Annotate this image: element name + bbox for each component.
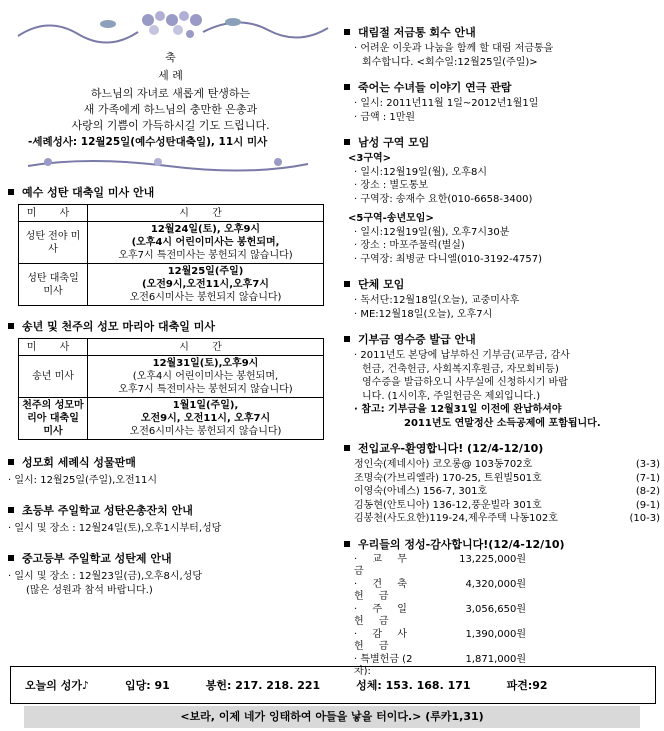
table-header [19, 339, 324, 356]
table-row [19, 398, 324, 440]
time-line: (오전9시,오전11시,오후7시 [142, 279, 269, 290]
info-line: · 구역장: 최병균 다니엘(010-3192-4757) [354, 253, 543, 265]
piggybank-title: 대림절 저금통 회수 안내 [358, 26, 476, 39]
offering-label: · 교 무 금 [354, 553, 413, 577]
hymn-dismissal: 파견:92 [506, 679, 548, 692]
bullet-icon [344, 84, 350, 90]
info-line: · 금액 : 1만원 [354, 111, 416, 123]
floral-border-bottom-icon [8, 154, 333, 176]
info-line: 2011년도 연말정산 소득공제에 포함됩니다. [404, 417, 601, 429]
time-line: 12월25일(주일) [167, 266, 244, 277]
bullet-icon [8, 459, 14, 465]
time-line: 오후7시 특전미사는 봉헌되지 않습니다) [118, 384, 293, 395]
info-line: · ME:12월18일(오늘), 오후7시 [354, 308, 493, 320]
greet-line2: 세 례 [158, 69, 183, 82]
floral-border-icon [8, 6, 333, 56]
elementary-title: 초등부 주일학교 성탄은총잔치 안내 [22, 504, 193, 517]
info-line: · 구역장: 송재수 요한(010-6658-3400) [354, 193, 533, 205]
section-title [8, 184, 333, 200]
col-time: 시 간 [88, 205, 324, 222]
info-line: 헌금, 건축헌금, 사회복지후원금, 자모회비등) [362, 363, 559, 375]
info-line: 니다. (1시이후, 주일헌금은 제외입니다.) [362, 390, 541, 402]
info-line: 회수합니다. <회수일:12월25일(주일)> [362, 56, 538, 68]
offering-amount: 1,871,000원 [465, 653, 526, 665]
member-group: (9-1) [635, 499, 660, 511]
section-title [344, 276, 660, 292]
youth-title: 중고등부 주일학교 성탄제 안내 [22, 552, 172, 565]
section-title [8, 318, 333, 334]
group-sub: <5구역-송년모임> [348, 213, 434, 224]
elementary-section [8, 502, 333, 536]
mass-time [88, 356, 324, 398]
section-title [8, 550, 333, 566]
group-sub: <3구역> [348, 153, 392, 164]
member-group: (7-1) [635, 472, 660, 484]
baptism-greeting [8, 6, 333, 176]
hymn-entrance: 입당: 91 [124, 679, 170, 692]
hymn-label: 오늘의 성가♪ [25, 679, 89, 692]
info-line: · 독서단:12월18일(오늘), 교중미사후 [354, 295, 520, 306]
section-title [344, 24, 660, 40]
section-title [344, 134, 660, 150]
table-row [19, 356, 324, 398]
mass-name: 성탄 대축일 미사 [19, 264, 88, 306]
info-line: · 참고: 기부금을 12월31일 이전에 완납하셔야 [354, 404, 562, 415]
bead-sale-title: 성모회 세례식 성물판매 [22, 456, 136, 469]
time-line: (오후4시 어린이미사는 봉헌되며, [132, 371, 279, 382]
play-title: 죽어는 수녀들 이야기 연극 관람 [358, 81, 512, 94]
greet-line5: 사랑의 기쁨이 가득하시길 기도 드립니다. [71, 119, 270, 132]
mass-time [88, 264, 324, 306]
member-info: 김봉천(사도요한)119-24,제우주택 나동102호 [354, 513, 558, 524]
time-line: 12월24일(토), 오후9시 [150, 224, 261, 235]
receipt-section [344, 331, 660, 430]
member-info: 김동현(안토니아) 136-12,풍운빌라 301호 [354, 499, 542, 511]
newyear-mass-section [8, 318, 333, 440]
hymn-bar [10, 666, 656, 704]
bullet-icon [8, 323, 14, 329]
left-column [8, 6, 333, 598]
info-line: (많은 성원과 참석 바랍니다.) [26, 585, 153, 596]
list-item [344, 485, 660, 499]
info-line: · 일시: 12월25일(주일),오전11시 [8, 475, 158, 486]
time-line: (오후4시 어린이미사는 봉헌되며, [131, 237, 280, 248]
mass-time [88, 222, 324, 264]
greet-line1: 축 [165, 51, 176, 64]
time-line: 오전9시, 오전11시, 오후7시 [140, 413, 271, 424]
info-line: · 일시 및 장소 : 12월23일(금),오후8시,성당 [8, 571, 202, 582]
info-line: · 2011년도 본당에 납부하신 기부금(교무금, 감사 [354, 350, 570, 361]
newyear-mass-table [18, 338, 324, 440]
offering-amount: 1,390,000원 [465, 628, 526, 640]
hymn-offertory: 봉헌: 217. 218. 221 [205, 679, 321, 692]
bead-sale-section [8, 454, 333, 488]
table-row [19, 264, 324, 306]
time-line: 오전6시미사는 봉헌되지 않습니다) [129, 426, 282, 437]
time-line: 오전6시미사는 봉헌되지 않습니다) [129, 292, 282, 303]
greet-line3: 하느님의 자녀로 새롭게 탄생하는 [90, 87, 251, 100]
mass-name: 송년 미사 [19, 356, 88, 398]
info-line: · 장소 : 별도통보 [354, 180, 429, 191]
left-sections [8, 454, 333, 598]
col-mass: 미 사 [19, 205, 88, 222]
info-line: · 일시:12월19일(월), 오후8시 [354, 166, 487, 178]
greet-line4: 새 가족에게 하느님의 충만한 은총과 [83, 103, 258, 116]
youth-section [8, 550, 333, 598]
member-group: (3-3) [635, 459, 660, 470]
bullet-icon [344, 29, 350, 35]
bullet-icon [8, 507, 14, 513]
bullet-icon [344, 281, 350, 287]
section-title [344, 536, 660, 552]
play-section [344, 79, 660, 124]
time-line: 12월31일(토),오후9시 [152, 358, 259, 369]
info-line: 영수증을 발급하오니 사무실에 신청하시기 바랍 [362, 377, 568, 388]
bullet-icon [344, 541, 350, 547]
offering-amount: 3,056,650원 [465, 603, 526, 615]
info-line: · 일시:12월19일(월), 오후7시30분 [354, 226, 510, 238]
list-item [344, 458, 660, 472]
mass-name: 성탄 전야 미사 [19, 222, 88, 264]
group-meeting-title: 단체 모임 [358, 278, 405, 291]
list-item [344, 472, 660, 486]
mens-group-title: 남성 구역 모임 [358, 136, 430, 149]
receipt-title: 기부금 영수증 발급 안내 [358, 333, 476, 346]
table-row [19, 222, 324, 264]
time-line: 오후7시 특전미사는 봉헌되지 않습니다) [118, 250, 293, 261]
offering-label: · 건 축 헌 금 [354, 578, 413, 602]
section-title [344, 331, 660, 347]
member-info: 이영숙(아녜스) 156-7, 301호 [354, 486, 488, 497]
newyear-mass-title: 송년 및 천주의 성모 마리아 대축일 미사 [22, 320, 215, 333]
group-meeting-section [344, 276, 660, 321]
bullet-icon [344, 139, 350, 145]
list-item [344, 604, 660, 629]
info-line: · 장소 : 마포주물럭(별실) [354, 240, 465, 251]
time-line: 1월1일(주일), [172, 400, 239, 411]
col-mass: 미 사 [19, 339, 88, 356]
mens-group-section [344, 134, 660, 266]
member-group: (8-2) [635, 486, 660, 497]
offering-label: · 주 일 헌 금 [354, 603, 413, 627]
list-item [344, 499, 660, 513]
christmas-mass-table [18, 204, 324, 306]
bullet-icon [8, 555, 14, 561]
member-info: 조명숙(가브리엘라) 170-25, 트윈빌501호 [354, 472, 542, 484]
member-info: 정인숙(제네시아) 코오롱@ 103동702호 [354, 459, 533, 470]
col-time: 시 간 [88, 339, 324, 356]
hymn-communion: 성체: 153. 168. 171 [356, 679, 471, 692]
offering-amount: 13,225,000원 [459, 553, 526, 565]
right-column [344, 24, 660, 689]
christmas-mass-section [8, 184, 333, 306]
offering-title: 우리들의 정성-감사합니다!(12/4-12/10) [358, 537, 565, 551]
section-title [344, 79, 660, 95]
piggybank-section [344, 24, 660, 69]
mass-name: 천주의 성모마리아 대축일 미사 [19, 398, 88, 440]
offering-label: · 특별헌금 (2차): [354, 653, 413, 677]
bullet-icon [344, 445, 350, 451]
info-line: · 어려운 이웃과 나눔을 함께 할 대림 저금통을 [354, 43, 554, 54]
offering-amount: 4,320,000원 [465, 578, 526, 590]
bullet-icon [344, 336, 350, 342]
table-header [19, 205, 324, 222]
list-item [344, 579, 660, 604]
list-item [344, 554, 660, 579]
christmas-mass-title: 예수 성탄 대축일 미사 안내 [22, 186, 155, 199]
member-group: (10-3) [629, 513, 660, 524]
section-title [344, 440, 660, 456]
offering-section [344, 536, 660, 679]
new-members-section [344, 440, 660, 526]
mass-time [88, 398, 324, 440]
bullet-icon [8, 189, 14, 195]
section-title [8, 502, 333, 518]
offering-label: · 감 사 헌 금 [354, 628, 413, 652]
section-title [8, 454, 333, 470]
list-item [344, 512, 660, 526]
info-line: · 일시: 2011년11월 1일~2012년1월1일 [354, 98, 539, 109]
baptism-info: -세례성사: 12월25일(예수성탄대축일), 11시 미사 [28, 136, 268, 148]
info-line: · 일시 및 장소 : 12월24일(토),오후1시부터,성당 [8, 523, 222, 534]
new-members-title: 전입교우-환영합니다! (12/4-12/10) [358, 442, 544, 455]
list-item [344, 629, 660, 654]
bible-verse: <보라, 이제 네가 잉태하여 아들을 낳을 터이다.> (루카1,31) [24, 706, 640, 728]
